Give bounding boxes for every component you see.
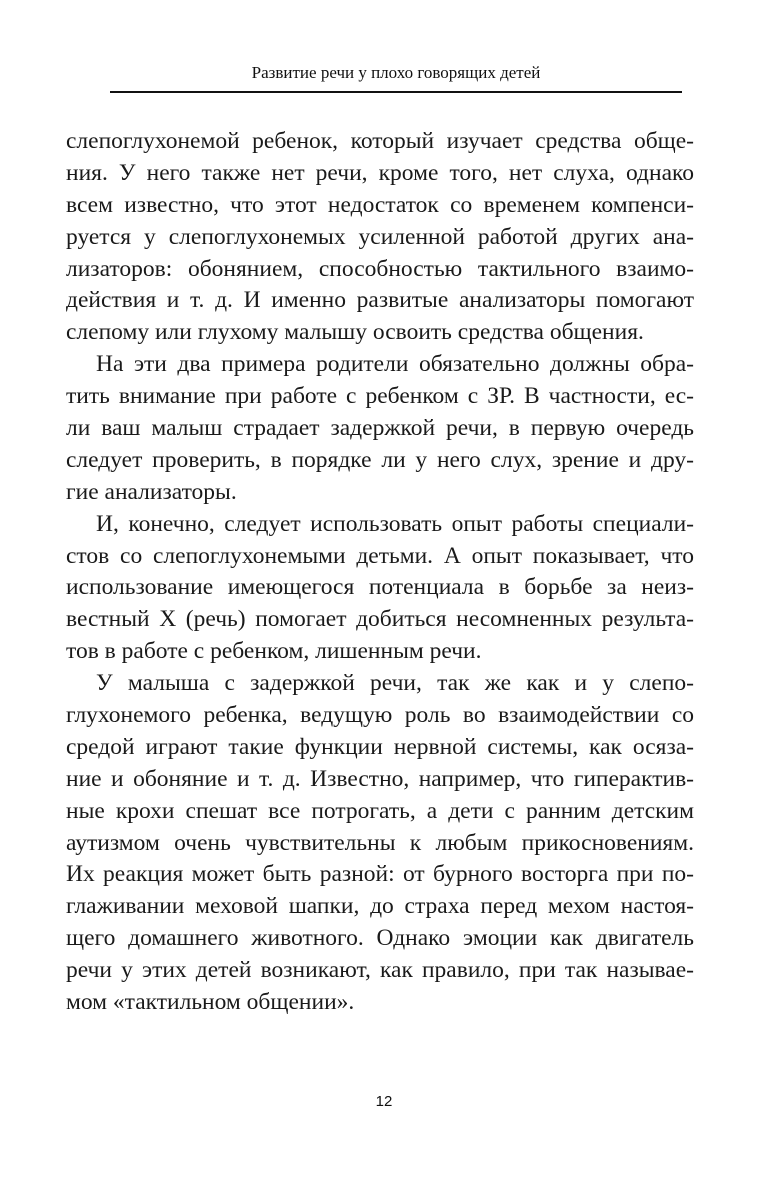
text-line: У малыша с задержкой речи, так же как и у слепо- <box>96 670 694 697</box>
paragraph <box>66 349 694 508</box>
text-line: гие анализаторы. <box>66 478 237 505</box>
text-line: тить внимание при работе с ребенком с ЗР. В частности, ес- <box>66 383 694 410</box>
text-line: всем известно, что этот недостаток со временем компенси- <box>66 191 694 218</box>
text-line: мом «тактильном общении». <box>66 989 355 1016</box>
text-line: ние и обоняние и т. д. Известно, например, что гиперактив- <box>66 765 694 792</box>
text-line: На эти два примера родители обязательно должны обра- <box>96 351 694 378</box>
page-number: 12 <box>375 1093 393 1110</box>
text-line: слепоглухонемой ребенок, который изучает средства обще- <box>66 128 694 154</box>
text-line: речи у этих детей возникают, как правило, при так называе- <box>66 957 694 984</box>
text-line: средой играют такие функции нервной системы, как осяза- <box>66 733 694 760</box>
body-text <box>66 126 694 1019</box>
text-line: слепому или глухому малышу освоить средства общения. <box>66 319 644 346</box>
text-line: вестный Х (речь) помогает добиться несомненных результа- <box>66 606 694 633</box>
text-line: Их реакция может быть разной: от бурного восторга при по- <box>66 861 694 888</box>
text-line: ли ваш малыш страдает задержкой речи, в первую очередь <box>66 415 694 442</box>
paragraph <box>66 126 694 349</box>
text-line: руется у слепоглухонемых усиленной работой других ана- <box>66 223 694 250</box>
text-line: аутизмом очень чувствительны к любым прикосновениям. <box>66 829 694 856</box>
text-line: лизаторов: обонянием, способностью тактильного взаимо- <box>66 255 694 282</box>
header-rule <box>110 91 682 93</box>
text-line: щего домашнего животного. Однако эмоции как двигатель <box>66 925 694 952</box>
text-line: глухонемого ребенка, ведущую роль во взаимодействии со <box>66 702 694 729</box>
paragraph <box>66 668 694 1019</box>
text-line: И, конечно, следует использовать опыт работы специали- <box>96 510 694 537</box>
text-line: стов со слепоглухонемыми детьми. А опыт показывает, что <box>66 542 694 569</box>
running-head-title: Развитие речи у плохо говорящих детей <box>251 63 541 82</box>
text-line: использование имеющегося потенциала в борьбе за неиз- <box>66 574 694 601</box>
paragraph <box>66 509 694 668</box>
text-line: глаживании меховой шапки, до страха перед мехом настоя- <box>66 893 694 920</box>
text-line: действия и т. д. И именно развитые анализаторы помогают <box>66 287 694 314</box>
text-line: тов в работе с ребенком, лишенным речи. <box>66 638 482 665</box>
text-line: ные крохи спешат все потрогать, а дети с ранним детским <box>66 797 694 824</box>
text-line: ния. У него также нет речи, кроме того, нет слуха, однако <box>66 159 694 186</box>
text-line: следует проверить, в порядке ли у него слух, зрение и дру- <box>66 446 694 473</box>
